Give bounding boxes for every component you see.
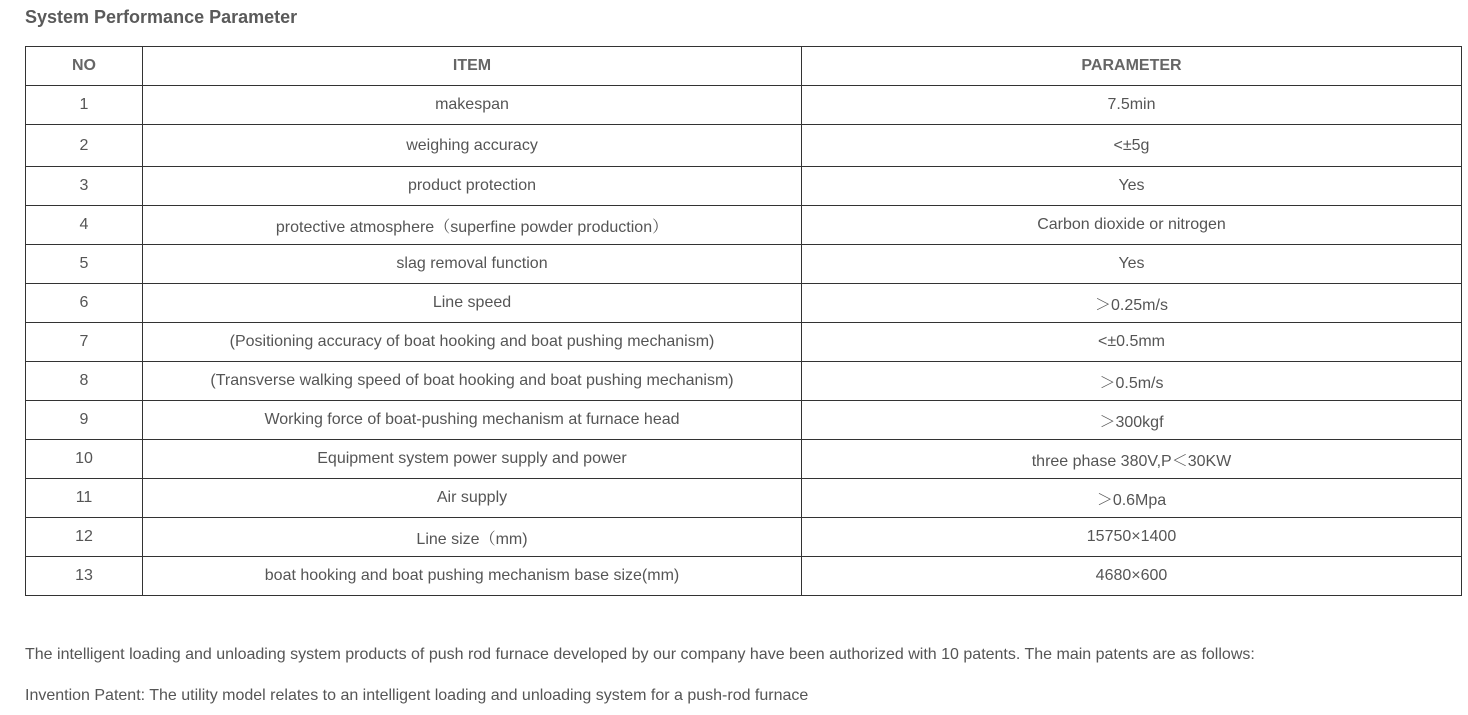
cell-no: 7 (26, 323, 143, 362)
table-header-row (26, 47, 1462, 86)
cell-parameter: ＞0.25m/s (802, 284, 1462, 323)
invention-patent-text: Invention Patent: The utility model relates to an intelligent loading and unloading system for a push-rod furnace (25, 687, 809, 704)
cell-parameter: ＞0.5m/s (802, 362, 1462, 401)
table-row (26, 245, 1462, 284)
cell-parameter: ＞300kgf (802, 401, 1462, 440)
cell-item: makespan (143, 86, 802, 125)
patents-intro-text: The intelligent loading and unloading system products of push rod furnace developed by our company have been authorized with 10 patents. The main patents are as follows: (25, 646, 1255, 663)
table-row (26, 86, 1462, 125)
cell-parameter: <±0.5mm (802, 323, 1462, 362)
cell-item: Air supply (143, 479, 802, 518)
cell-item: protective atmosphere（superfine powder production） (143, 206, 802, 245)
cell-item: product protection (143, 167, 802, 206)
cell-no: 8 (26, 362, 143, 401)
cell-item: Line speed (143, 284, 802, 323)
table-row (26, 518, 1462, 557)
table-row (26, 440, 1462, 479)
table-row (26, 479, 1462, 518)
cell-parameter: Yes (802, 167, 1462, 206)
cell-no: 12 (26, 518, 143, 557)
cell-item: boat hooking and boat pushing mechanism base size(mm) (143, 557, 802, 596)
table-row (26, 362, 1462, 401)
header-no: NO (26, 47, 143, 86)
table-row (26, 206, 1462, 245)
header-parameter: PARAMETER (802, 47, 1462, 86)
cell-no: 13 (26, 557, 143, 596)
cell-no: 3 (26, 167, 143, 206)
cell-no: 1 (26, 86, 143, 125)
performance-table (25, 46, 1462, 596)
cell-item: Line size（mm) (143, 518, 802, 557)
cell-item: Working force of boat-pushing mechanism at furnace head (143, 401, 802, 440)
header-item: ITEM (143, 47, 802, 86)
table-row (26, 125, 1462, 167)
table-row (26, 557, 1462, 596)
cell-item: weighing accuracy (143, 125, 802, 167)
cell-no: 9 (26, 401, 143, 440)
cell-no: 11 (26, 479, 143, 518)
table-row (26, 167, 1462, 206)
cell-parameter: 15750×1400 (802, 518, 1462, 557)
cell-parameter: 4680×600 (802, 557, 1462, 596)
cell-parameter: Yes (802, 245, 1462, 284)
cell-no: 5 (26, 245, 143, 284)
cell-item: (Positioning accuracy of boat hooking and boat pushing mechanism) (143, 323, 802, 362)
table-row (26, 323, 1462, 362)
table-row (26, 284, 1462, 323)
cell-item: Equipment system power supply and power (143, 440, 802, 479)
cell-parameter: ＞0.6Mpa (802, 479, 1462, 518)
table-row (26, 401, 1462, 440)
cell-no: 2 (26, 125, 143, 167)
cell-parameter: Carbon dioxide or nitrogen (802, 206, 1462, 245)
section-title: System Performance Parameter (25, 7, 298, 27)
cell-item: slag removal function (143, 245, 802, 284)
cell-parameter: <±5g (802, 125, 1462, 167)
cell-no: 6 (26, 284, 143, 323)
cell-no: 10 (26, 440, 143, 479)
cell-parameter: three phase 380V,P＜30KW (802, 440, 1462, 479)
cell-item: (Transverse walking speed of boat hooking and boat pushing mechanism) (143, 362, 802, 401)
cell-parameter: 7.5min (802, 86, 1462, 125)
cell-no: 4 (26, 206, 143, 245)
